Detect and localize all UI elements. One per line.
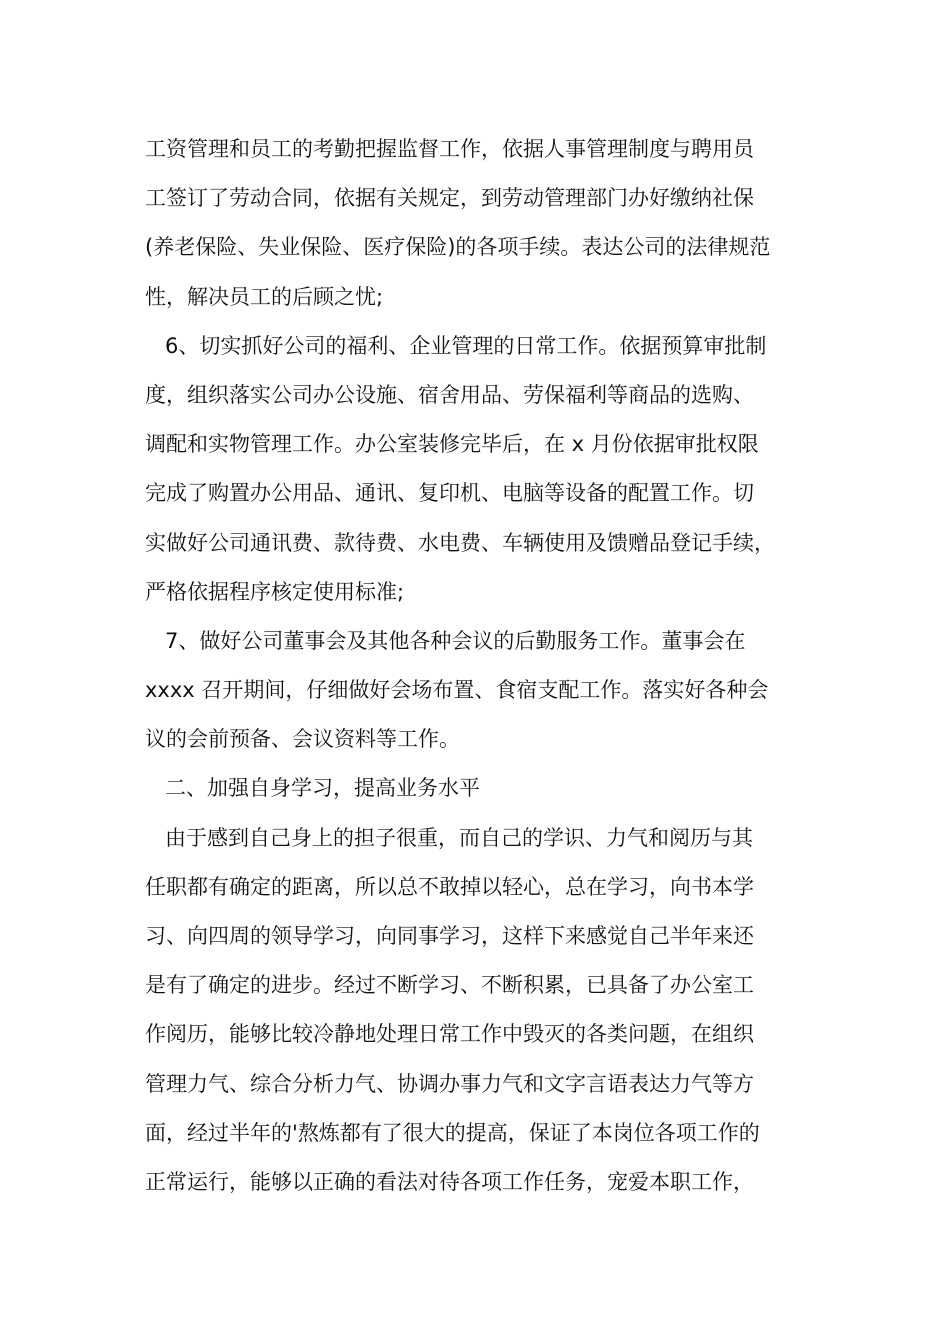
text-line: 作阅历，能够比较冷静地处理日常工作中毁灭的各类问题，在组织	[145, 1022, 754, 1047]
text-line: 7、做好公司董事会及其他各种会议的后勤服务工作。董事会在	[145, 628, 746, 653]
text-line: 工资管理和员工的考勤把握监督工作，依据人事管理制度与聘用员	[145, 137, 754, 161]
text-line: xxxx 召开期间，仔细做好会场布置、食宿支配工作。落实好各种会	[145, 678, 769, 703]
text-line: 完成了购置办公用品、通讯、复印机、电脑等设备的配置工作。切	[145, 481, 754, 506]
text-line: 调配和实物管理工作。办公室装修完毕后，在 x 月份依据审批权限	[145, 432, 759, 457]
text-line: 面，经过半年的'熬炼都有了很大的提高，保证了本岗位各项工作的	[145, 1120, 760, 1145]
section-heading: 二、加强自身学习，提高业务水平	[145, 776, 481, 801]
text-line: 议的会前预备、会议资料等工作。	[145, 727, 460, 752]
text-line: 性，解决员工的后顾之忧;	[145, 284, 384, 309]
text-line: 是有了确定的进步。经过不断学习、不断积累，已具备了办公室工	[145, 973, 754, 998]
text-line: 工签订了劳动合同，依据有关规定，到劳动管理部门办好缴纳社保	[145, 186, 754, 211]
text-line: 度，组织落实公司办公设施、宿舍用品、劳保福利等商品的选购、	[145, 382, 754, 407]
document-body	[145, 125, 835, 1207]
text-line: (养老保险、失业保险、医疗保险)的各项手续。表达公司的法律规范	[145, 235, 771, 260]
text-line: 严格依据程序核定使用标准;	[145, 579, 405, 604]
text-line: 6、切实抓好公司的福利、企业管理的日常工作。依据预算审批制	[145, 333, 767, 358]
text-line: 任职都有确定的距离，所以总不敢掉以轻心，总在学习，向书本学	[145, 874, 754, 899]
text-line: 正常运行，能够以正确的看法对待各项工作任务，宠爱本职工作，	[145, 1169, 754, 1194]
text-line: 管理力气、综合分析力气、协调办事力气和文字言语表达力气等方	[145, 1071, 754, 1096]
text-line: 习、向四周的领导学习，向同事学习，这样下来感觉自己半年来还	[145, 924, 754, 948]
text-line: 由于感到自己身上的担子很重，而自己的学识、力气和阅历与其	[145, 825, 754, 850]
text-line: 实做好公司通讯费、款待费、水电费、车辆使用及馈赠品登记手续，	[145, 530, 775, 555]
